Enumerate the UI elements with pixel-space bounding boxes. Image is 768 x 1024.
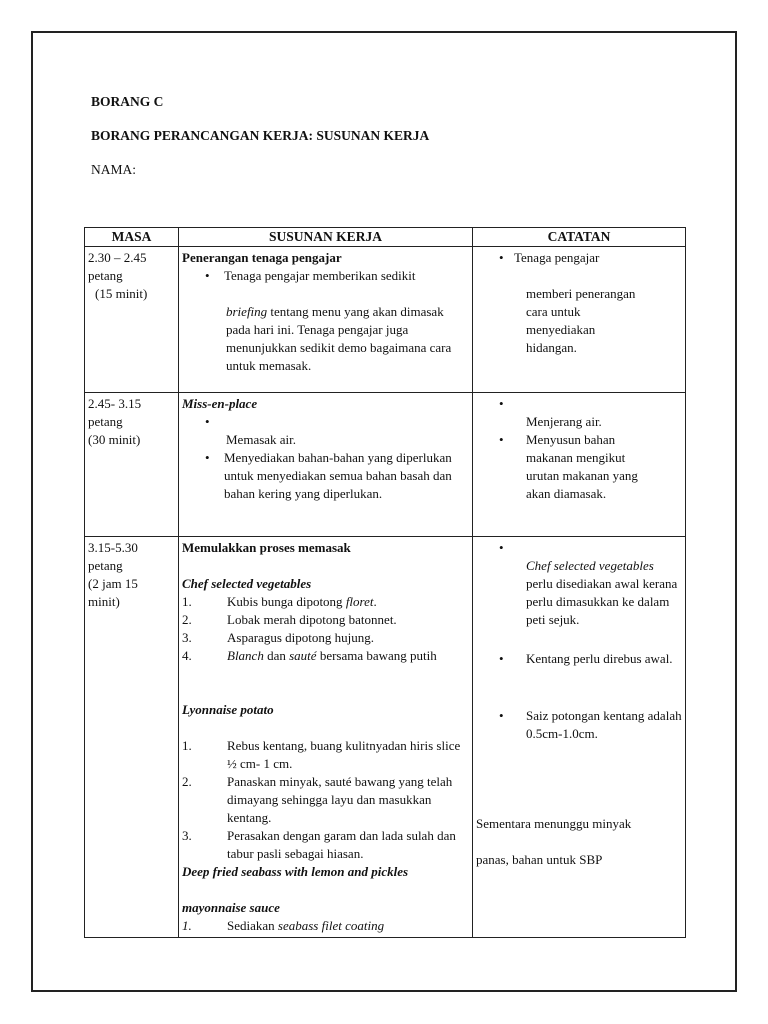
list-item: • Tenaga pengajar — [476, 249, 682, 267]
list-item-text: Memasak air. — [226, 432, 297, 447]
time-line: minit) — [88, 594, 120, 609]
list-item: • Tenaga pengajar memberikan sedikit — [182, 267, 469, 285]
table-row — [85, 393, 686, 537]
note-cell — [473, 393, 686, 537]
time-cell — [85, 537, 179, 938]
list-item: 1. Rebus kentang, buang kulitnyadan hiris slice ½ cm- 1 cm. — [182, 738, 461, 771]
time-cell — [85, 247, 179, 393]
note-text: Sementara menunggu minyak — [476, 816, 632, 831]
subsection-title: Deep fried seabass with lemon and pickles — [182, 864, 409, 879]
name-label: NAMA: — [91, 162, 137, 177]
note-cell — [473, 247, 686, 393]
time-line: petang — [88, 268, 123, 283]
task-title: Penerangan tenaga pengajar — [182, 250, 342, 265]
note-text: panas, bahan untuk SBP — [476, 852, 603, 867]
list-item: 2. Lobak merah dipotong batonnet. — [182, 612, 397, 627]
time-cell — [85, 393, 179, 537]
paragraph-text: tentang menu yang akan dimasak pada hari ini. Tenaga pengajar juga menunjukkan sedikit demo bagaimana cara untuk memasak. — [226, 304, 452, 373]
col-header-susunan-kerja: SUSUNAN KERJA — [179, 228, 473, 247]
list-item — [476, 395, 682, 413]
work-plan-table — [84, 227, 686, 938]
list-item: 1. Kubis bunga dipotong floret. — [182, 594, 377, 609]
table-row — [85, 537, 686, 938]
task-cell — [179, 537, 473, 938]
note-text: Menjerang air. — [526, 414, 602, 429]
table-row — [85, 247, 686, 393]
list-item: 2. Panaskan minyak, sauté bawang yang telah dimayang sehingga layu dan masukkan kentang. — [182, 774, 453, 825]
table-header-row — [85, 228, 686, 247]
time-line: petang — [88, 414, 123, 429]
time-line: (2 jam 15 — [88, 576, 138, 591]
list-item: 1. Sediakan seabass filet coating — [182, 918, 385, 933]
list-item: 4. Blanch dan sauté bersama bawang putih — [182, 648, 437, 663]
list-item: • Menyusun bahan makanan mengikut urutan makanan yang akan diamasak. — [476, 431, 682, 503]
task-cell — [179, 247, 473, 393]
time-line: 2.30 – 2.45 — [88, 250, 147, 265]
task-title: Memulakkan proses memasak — [182, 540, 351, 555]
note-cell — [473, 537, 686, 938]
subsection-title: mayonnaise sauce — [182, 900, 280, 915]
note-paragraph: memberi penerangan cara untuk menyediakan hidangan. — [526, 286, 636, 355]
col-header-catatan: CATATAN — [473, 228, 686, 247]
note-paragraph: Chef selected vegetables perlu disediakan awal kerana perlu dimasukkan ke dalam peti sejuk. — [526, 558, 678, 627]
list-item: 3. Perasakan dengan garam dan lada sulah dan tabur pasli sebagai hiasan. — [182, 828, 456, 861]
task-paragraph — [182, 303, 469, 375]
time-line: (30 minit) — [88, 432, 141, 447]
subsection-title: Lyonnaise potato — [182, 702, 274, 717]
list-item — [182, 413, 469, 431]
list-item: • Saiz potongan kentang adalah 0.5cm-1.0cm. — [476, 707, 682, 743]
time-line: petang — [88, 558, 123, 573]
task-title: Miss-en-place — [182, 396, 258, 411]
list-item — [476, 539, 682, 557]
form-id: BORANG C — [91, 94, 164, 109]
subsection-title: Chef selected vegetables — [182, 576, 312, 591]
italic-term: briefing — [226, 304, 268, 319]
list-item: • Menyediakan bahan-bahan yang diperlukan untuk menyediakan semua bahan basah dan bahan kering yang diperlukan. — [182, 449, 469, 503]
form-title: BORANG PERANCANGAN KERJA: SUSUNAN KERJA — [91, 128, 430, 143]
list-item: 3. Asparagus dipotong hujung. — [182, 630, 374, 645]
task-cell — [179, 393, 473, 537]
col-header-masa: MASA — [85, 228, 179, 247]
list-item: • Kentang perlu direbus awal. — [476, 647, 682, 671]
time-line: 3.15-5.30 — [88, 540, 138, 555]
time-line: 2.45- 3.15 — [88, 396, 142, 411]
time-line: (15 minit) — [95, 286, 148, 301]
